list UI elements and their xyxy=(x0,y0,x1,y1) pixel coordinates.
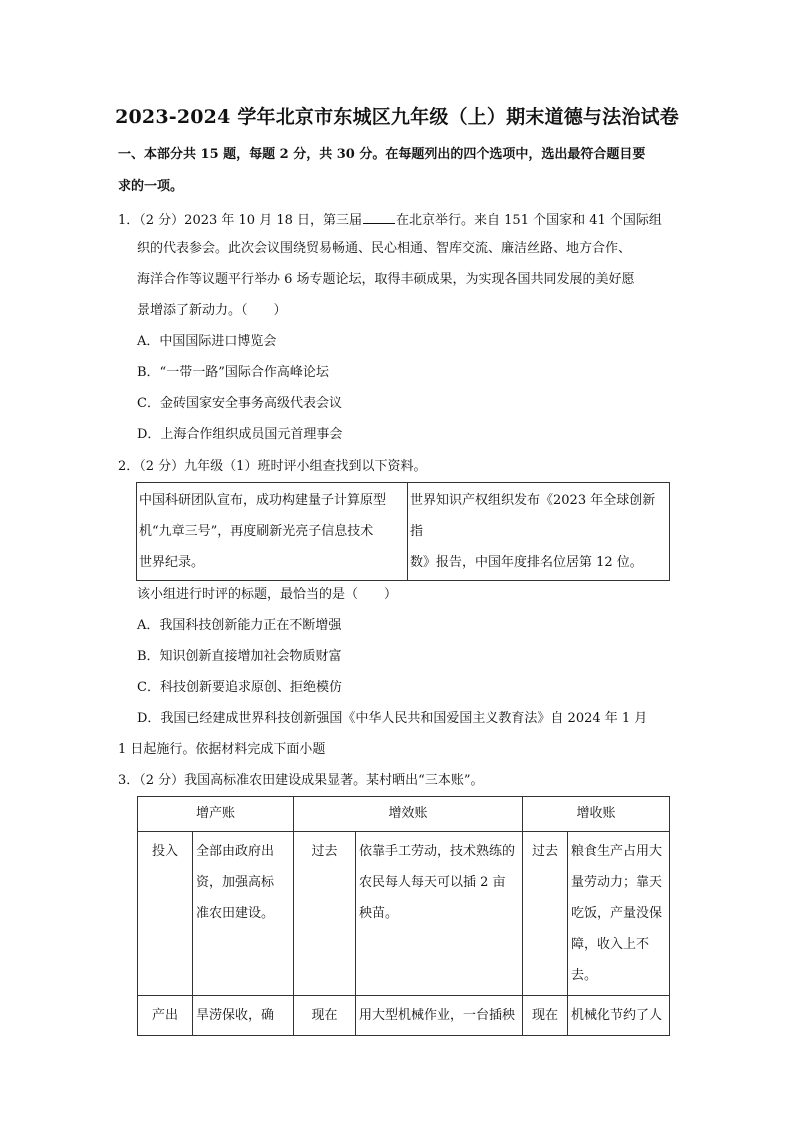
q3-row1-text-1-line: 资，加强高标 xyxy=(196,875,275,890)
q3-row2-label-1: 产出 xyxy=(138,996,193,1036)
q3-three-ledgers-table xyxy=(137,796,670,1036)
q1-stem-line-1 xyxy=(118,209,662,230)
q2-stem: 2．（2 分）九年级（1）班时评小组查找到以下资料。 xyxy=(118,459,427,474)
q3-row1-text-1-line: 全部由政府出 xyxy=(196,844,275,859)
q2-cell1-line: 中国科研团队宣布，成功构建量子计算原型 xyxy=(139,493,387,508)
q3-row1-text-3-line: 障，收入上不去。 xyxy=(571,937,650,983)
q3-row1-text-3-line: 吃饭，产量没保 xyxy=(571,906,663,921)
q2-cell1-line: 世界纪录。 xyxy=(139,555,205,570)
q3-row2-text-1: 旱涝保收，确 xyxy=(193,996,294,1036)
section-instruction-line-2: 求的一项。 xyxy=(118,179,184,194)
q2-option-c: C．科技创新要追求原创、拒绝模仿 xyxy=(137,680,342,695)
q3-row1-label-2: 过去 xyxy=(294,832,356,996)
q3-row1-label-3: 过去 xyxy=(523,832,568,996)
page-title: 2023-2024 学年北京市东城区九年级（上）期末道德与法治试卷 xyxy=(115,106,679,128)
q1-stem-line-3: 海洋合作等议题平行举办 6 场专题论坛，取得丰硕成果，为实现各国共同发展的美好愿 xyxy=(137,272,635,287)
q2-option-b: B．知识创新直接增加社会物质财富 xyxy=(137,649,342,664)
q3-row1-label-1: 投入 xyxy=(138,832,193,996)
q3-header-income: 增收账 xyxy=(523,797,670,832)
q2-material-cell-1 xyxy=(137,483,408,581)
q3-header-output: 增产账 xyxy=(138,797,294,832)
q3-row1-text-2-line: 农民每人每天可以插 2 亩 xyxy=(359,875,506,890)
q1-option-d: D．上海合作组织成员国元首理事会 xyxy=(137,427,343,442)
q3-row2-text-2: 用大型机械作业，一台插秧 xyxy=(356,996,523,1036)
q3-stem: 3．（2 分）我国高标准农田建设成果显著。某村晒出“三本账”。 xyxy=(118,773,484,788)
q2-cell2-line: 数》报告，中国年度排名位居第 12 位。 xyxy=(410,555,643,570)
q2-question: 该小组进行时评的标题，最恰当的是（ ） xyxy=(137,587,398,602)
q2-cell1-line: 机“九章三号”，再度刷新光亮子信息技术 xyxy=(139,524,374,539)
q3-row2-label-2: 现在 xyxy=(294,996,356,1036)
q1-option-b: B．“一带一路”国际合作高峰论坛 xyxy=(137,365,329,380)
q3-table-row-2 xyxy=(138,996,670,1036)
q3-row1-text-2-line: 秧苗。 xyxy=(359,906,399,921)
q3-row1-text-3-line: 量劳动力；靠天 xyxy=(571,875,663,890)
q1-option-c: C．金砖国家安全事务高级代表会议 xyxy=(137,396,342,411)
q1-stem-line-4: 景增添了新动力。（ ） xyxy=(137,303,287,318)
q3-row2-label-3: 现在 xyxy=(523,996,568,1036)
q1-option-a: A．中国国际进口博览会 xyxy=(137,334,277,349)
q1-stem-line-2: 织的代表参会。此次会议围绕贸易畅通、民心相通、智库交流、廉洁丝路、地方合作、 xyxy=(137,241,632,256)
q3-table-row-1 xyxy=(138,832,670,996)
q2-material-cell-2 xyxy=(408,483,670,581)
q3-row1-text-2-line: 依靠手工劳动，技术熟练的 xyxy=(359,844,516,859)
q2-option-d-continued: 1 日起施行。依据材料完成下面小题 xyxy=(118,742,326,757)
q3-row2-text-3: 机械化节约了人 xyxy=(568,996,670,1036)
q3-table-header-row xyxy=(138,797,670,832)
q3-row1-text-3-line: 粮食生产占用大 xyxy=(571,844,663,859)
q3-row1-text-1 xyxy=(193,832,294,996)
q3-header-efficiency: 增效账 xyxy=(294,797,523,832)
q1-answer-blank xyxy=(363,209,395,224)
q3-row1-text-3 xyxy=(568,832,670,996)
q3-row1-text-2 xyxy=(356,832,523,996)
q3-row1-text-1-line: 准农田建设。 xyxy=(196,906,275,921)
q1-stem-tail: 在北京举行。来自 151 个国家和 41 个国际组 xyxy=(396,213,662,228)
q2-cell2-line: 世界知识产权组织发布《2023 年全球创新指 xyxy=(410,493,656,539)
section-instruction-line-1: 一、本部分共 15 题，每题 2 分，共 30 分。在每题列出的四个选项中，选出最符合题目要 xyxy=(118,147,646,162)
q2-option-d: D．我国已经建成世界科技创新强国《中华人民共和国爱国主义教育法》自 2024 年 1 月 xyxy=(137,711,648,726)
q2-material-table xyxy=(136,482,670,581)
q2-option-a: A．我国科技创新能力正在不断增强 xyxy=(137,618,342,633)
q1-stem-lead: 1．（2 分）2023 年 10 月 18 日，第三届 xyxy=(118,213,363,228)
